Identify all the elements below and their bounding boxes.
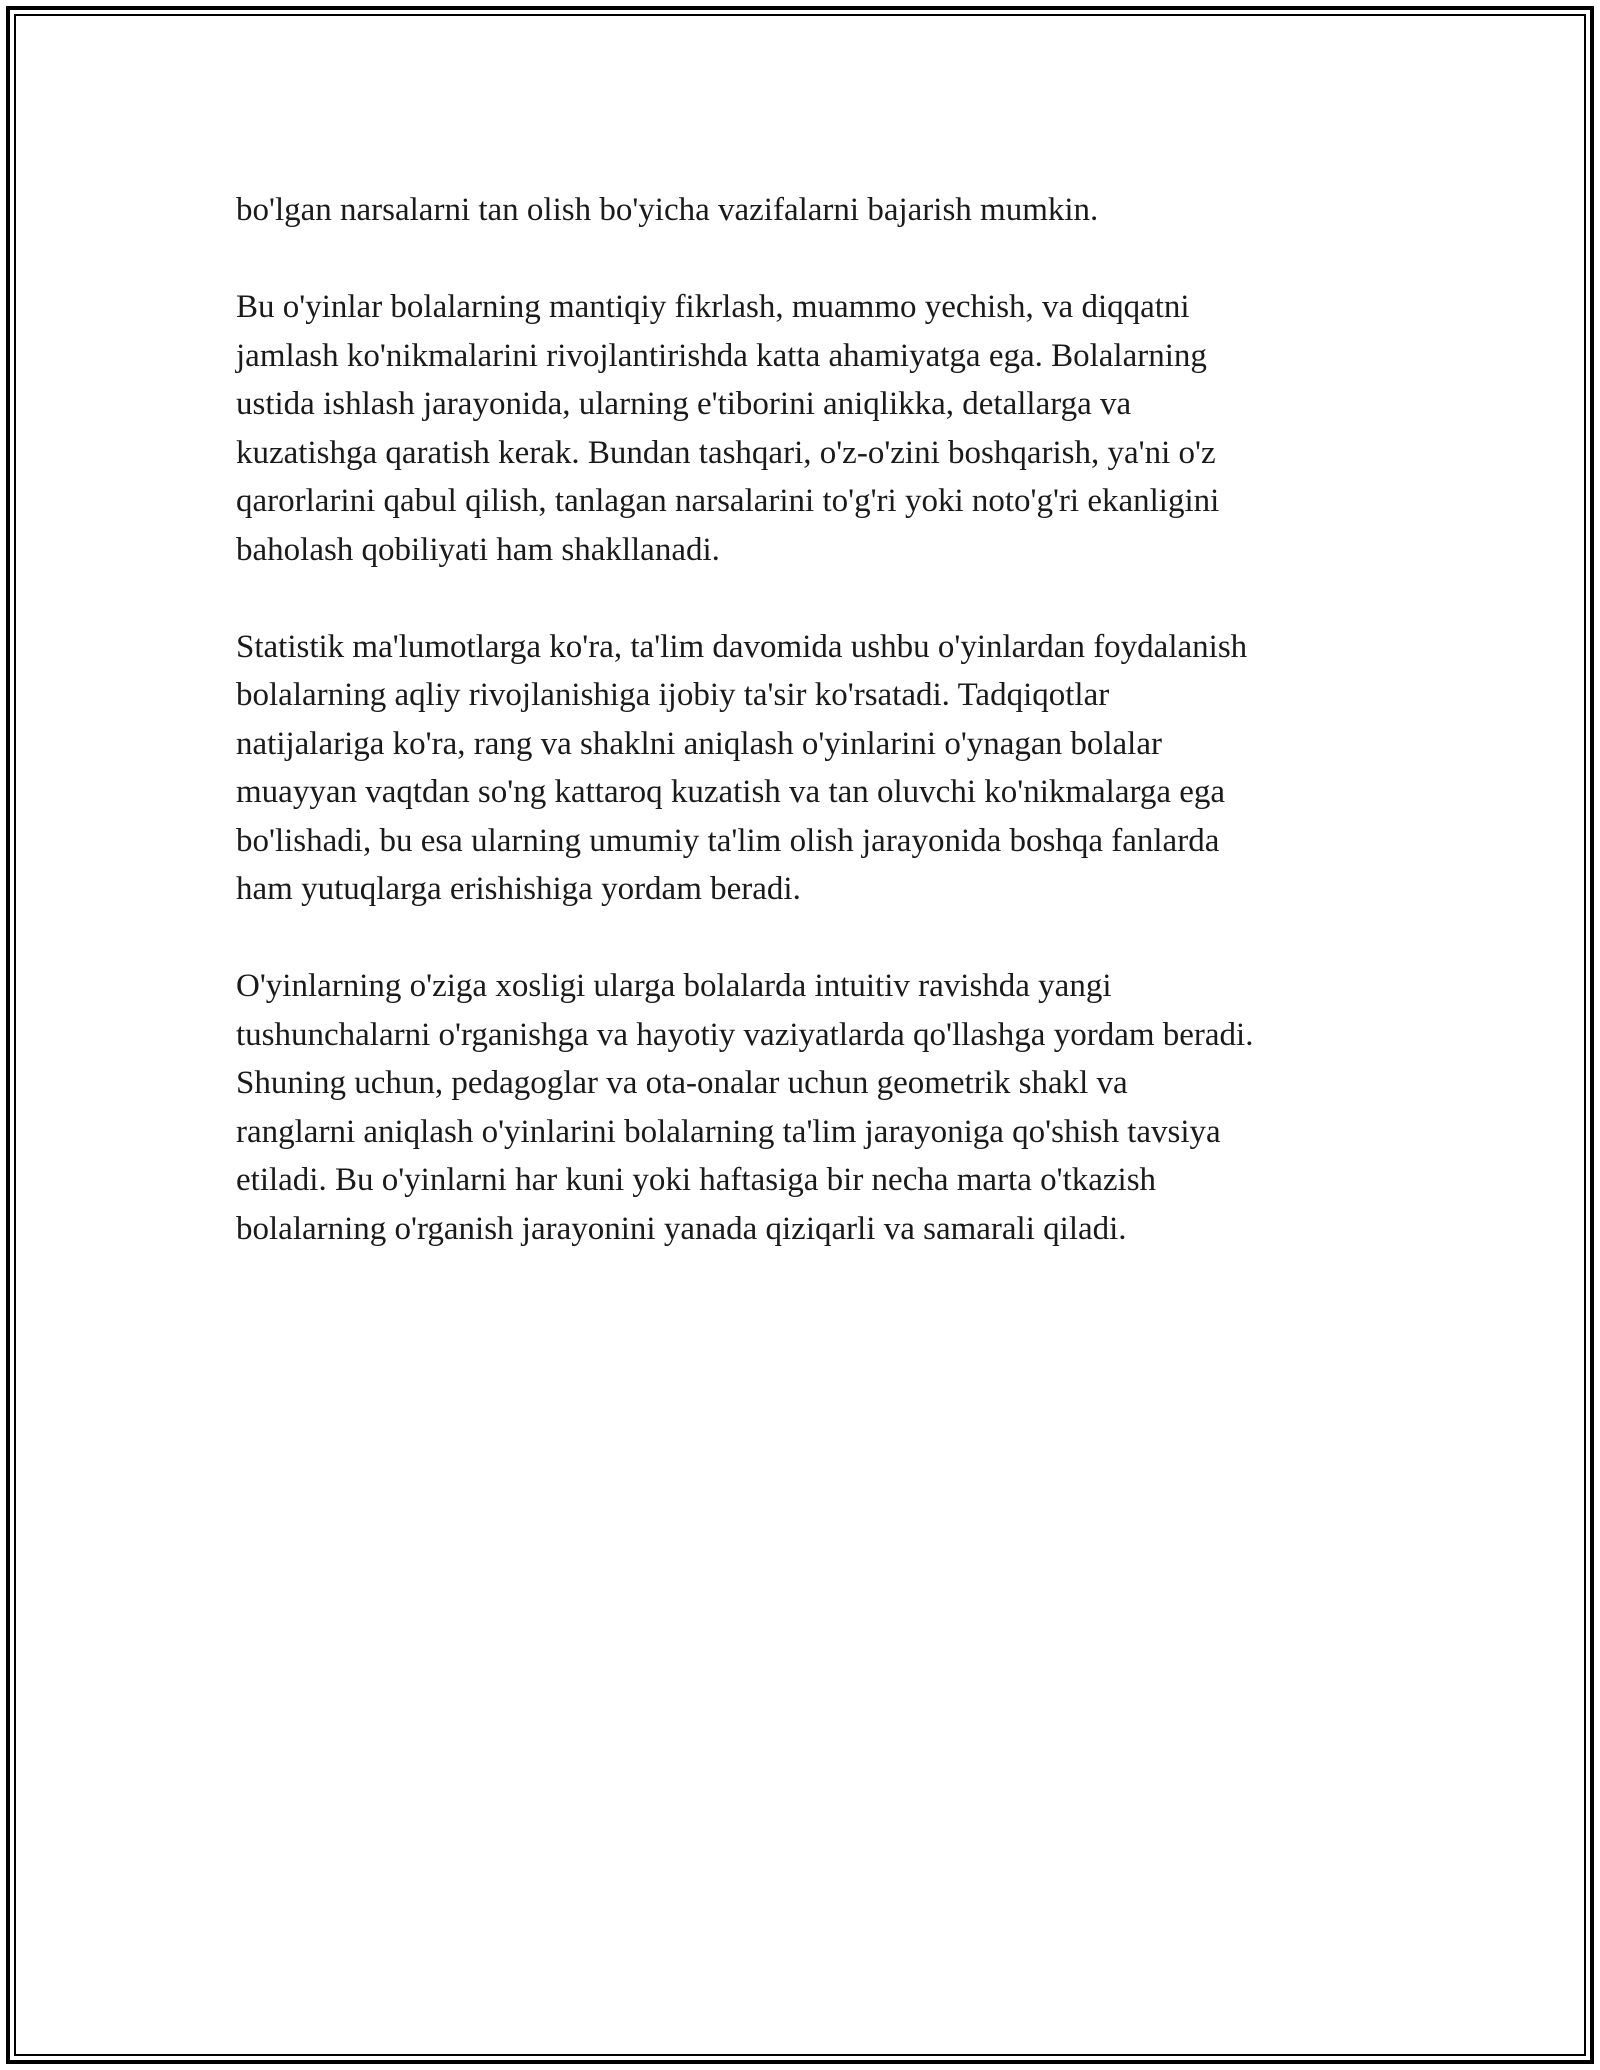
paragraph-3	[236, 623, 1376, 914]
text-line: muayyan vaqtdan so'ng kattaroq kuzatish va tan oluvchi ko'nikmalarga ega	[236, 774, 1226, 810]
text-line: bo'lishadi, bu esa ularning umumiy ta'lim olish jarayonida boshqa fanlarda	[236, 822, 1220, 859]
text-line: Bu o'yinlar bolalarning mantiqiy fikrlash, muammo yechish, va diqqatni	[236, 289, 1190, 325]
text-line: qarorlarini qabul qilish, tanlagan narsalarini to'g'ri yoki noto'g'ri ekanligini	[236, 483, 1220, 519]
text-line: bo'lgan narsalarni tan olish bo'yicha vazifalarni bajarish mumkin.	[236, 192, 1099, 228]
text-line: natijalariga ko'ra, rang va shaklni aniqlash o'yinlarini o'ynagan bolalar	[236, 725, 1162, 762]
text-line: ranglarni aniqlash o'yinlarini bolalarning ta'lim jarayoniga qo'shish tavsiya	[236, 1113, 1221, 1150]
paragraph-4	[236, 962, 1376, 1253]
text-line: etiladi. Bu o'yinlarni har kuni yoki haftasiga bir necha marta o'tkazish	[236, 1162, 1157, 1198]
paragraph-2	[236, 283, 1376, 574]
text-line: baholash qobiliyati ham shakllanadi.	[236, 531, 720, 568]
text-line: bolalarning aqliy rivojlanishiga ijobiy ta'sir ko'rsatadi. Tadqiqotlar	[236, 677, 1110, 713]
text-line: tushunchalarni o'rganishga va hayotiy vaziyatlarda qo'llashga yordam beradi.	[236, 1016, 1254, 1053]
text-line: kuzatishga qaratish kerak. Bundan tashqari, o'z-o'zini boshqarish, ya'ni o'z	[236, 434, 1216, 471]
text-line: ustida ishlash jarayonida, ularning e'tiborini aniqlikka, detallarga va	[236, 386, 1132, 422]
text-line: Shuning uchun, pedagoglar va ota-onalar uchun geometrik shakl va	[236, 1065, 1128, 1101]
text-line: jamlash ko'nikmalarini rivojlantirishda katta ahamiyatga ega. Bolalarning	[236, 337, 1207, 374]
text-line: Statistik ma'lumotlarga ko'ra, ta'lim davomida ushbu o'yinlardan foydalanish	[236, 628, 1248, 665]
text-line: ham yutuqlarga erishishiga yordam beradi.	[236, 871, 801, 907]
paragraph-1	[236, 186, 1376, 235]
document-body	[236, 186, 1376, 1253]
text-line: bolalarning o'rganish jarayonini yanada qiziqarli va samarali qiladi.	[236, 1210, 1127, 1247]
text-line: O'yinlarning o'ziga xosligi ularga bolalarda intuitiv ravishda yangi	[236, 968, 1112, 1004]
